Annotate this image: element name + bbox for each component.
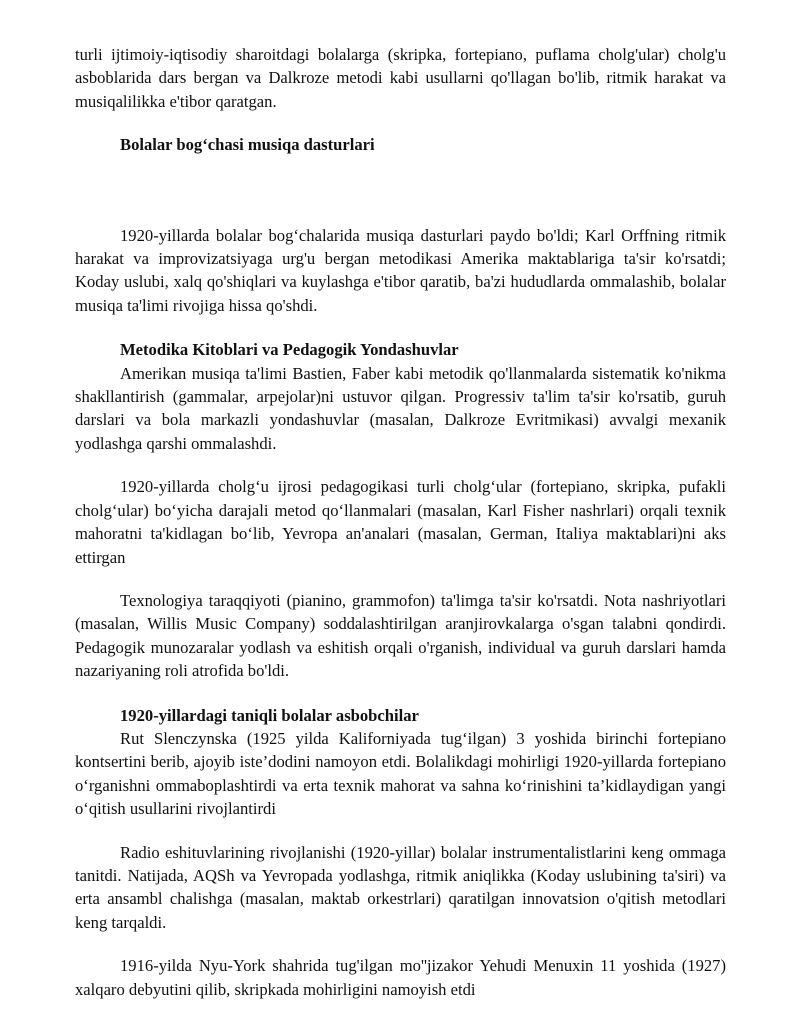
section-heading-methodology-books: Metodika Kitoblari va Pedagogik Yondashuvlar [120,340,459,360]
section-heading-kindergarten-music: Bolalar bog‘chasi musiqa dasturlari [120,135,375,155]
paragraph-intro-continuation: turli ijtimoiy-iqtisodiy sharoitdagi bolalarga (skripka, fortepiano, puflama cholg'ular) cholg'u asboblarida dars bergan va Dalkroze metodi kabi usullarni qo'llagan bo'lib, ritmik harakat va musiqalilikka e'tibor qaratgan. [75,45,726,111]
section-heading-child-instrumentalists: 1920-yillardagi taniqli bolalar asbobchilar [120,705,419,725]
paragraph-technology-progress: Texnologiya taraqqiyoti (pianino, grammofon) ta'limga ta'sir ko'rsatdi. Nota nashriyotlari (masalan, Willis Music Company) soddalashtirilgan aranjirovkalarga o'sgan talabni qondirdi. Pedagogik munozaralar yodlash va eshitish orqali o'rganish, individual va guruh darslari hamda nazariyaning roli atrofida bo'ldi. [75,590,726,681]
paragraph-instrument-pedagogy: 1920-yillarda cholg‘u ijrosi pedagogikasi turli cholg‘ular (fortepiano, skripka, pufakli cholg‘ular) bo‘yicha darajali metod qo‘llanmalari (masalan, Karl Fisher nashrlari) orqali texnik mahoratni ta'kidlagan bo‘lib, Yevropa an'analari (masalan, German, Italiya maktablari)ni aks ettirgan [75,477,726,567]
paragraph-american-methods: Amerikan musiqa ta'limi Bastien, Faber kabi metodik qo'llanmalarda sistematik ko'nikma shakllantirish (gammalar, arpejolar)ni ustuvor qilgan. Progressiv ta'lim ta'sir ko'rsatib, guruh darslari va bola markazli yondashuvlar (masalan, Dalkroze Evritmikasi) avvalgi mexanik yodlashga qarshi ommalashdi. [75,363,726,453]
paragraph-ruth-slenczynska: Rut Slenczynska (1925 yilda Kaliforniyada tug‘ilgan) 3 yoshida birinchi fortepiano kontsertini berib, ajoyib iste’dodini namoyon etdi. Bolalikdagi mohirligi 1920-yillarda fortepiano o‘rganishni ommaboplashtirdi va erta texnik mahorat va sahna ko‘rinishini ta’kidlaydigan yangi o‘qitish usullarini rivojlantirdi [75,728,726,819]
paragraph-kindergarten-programs: 1920-yillarda bolalar bog‘chalarida musiqa dasturlari paydo bo'ldi; Karl Orffning ritmik harakat va improvizatsiyaga urg'u bergan metodikasi Amerika maktablariga ta'sir ko'rsatdi; Koday uslubi, xalq qo'shiqlari va kuylashga e'tibor qaratib, ba'zi hududlarda ommalashib, bolalar musiqa ta'limi rivojiga hissa qo'shdi. [75,225,726,315]
paragraph-radio-broadcasts: Radio eshituvlarining rivojlanishi (1920-yillar) bolalar instrumentalistlarini keng ommaga tanitdi. Natijada, AQSh va Yevropada yodlashga, ritmik aniqlikka (Koday uslubining ta'siri) va erta ansambl chalishga (masalan, maktab orkestrlari) qaratilgan innovatsion o'qitish metodlari keng tarqaldi. [75,842,726,932]
paragraph-yehudi-menuhin: 1916-yilda Nyu-York shahrida tug'ilgan mo''jizakor Yehudi Menuxin 11 yoshida (1927) xalqaro debyutini qilib, skripkada mohirligini namoyish etdi [75,956,726,999]
